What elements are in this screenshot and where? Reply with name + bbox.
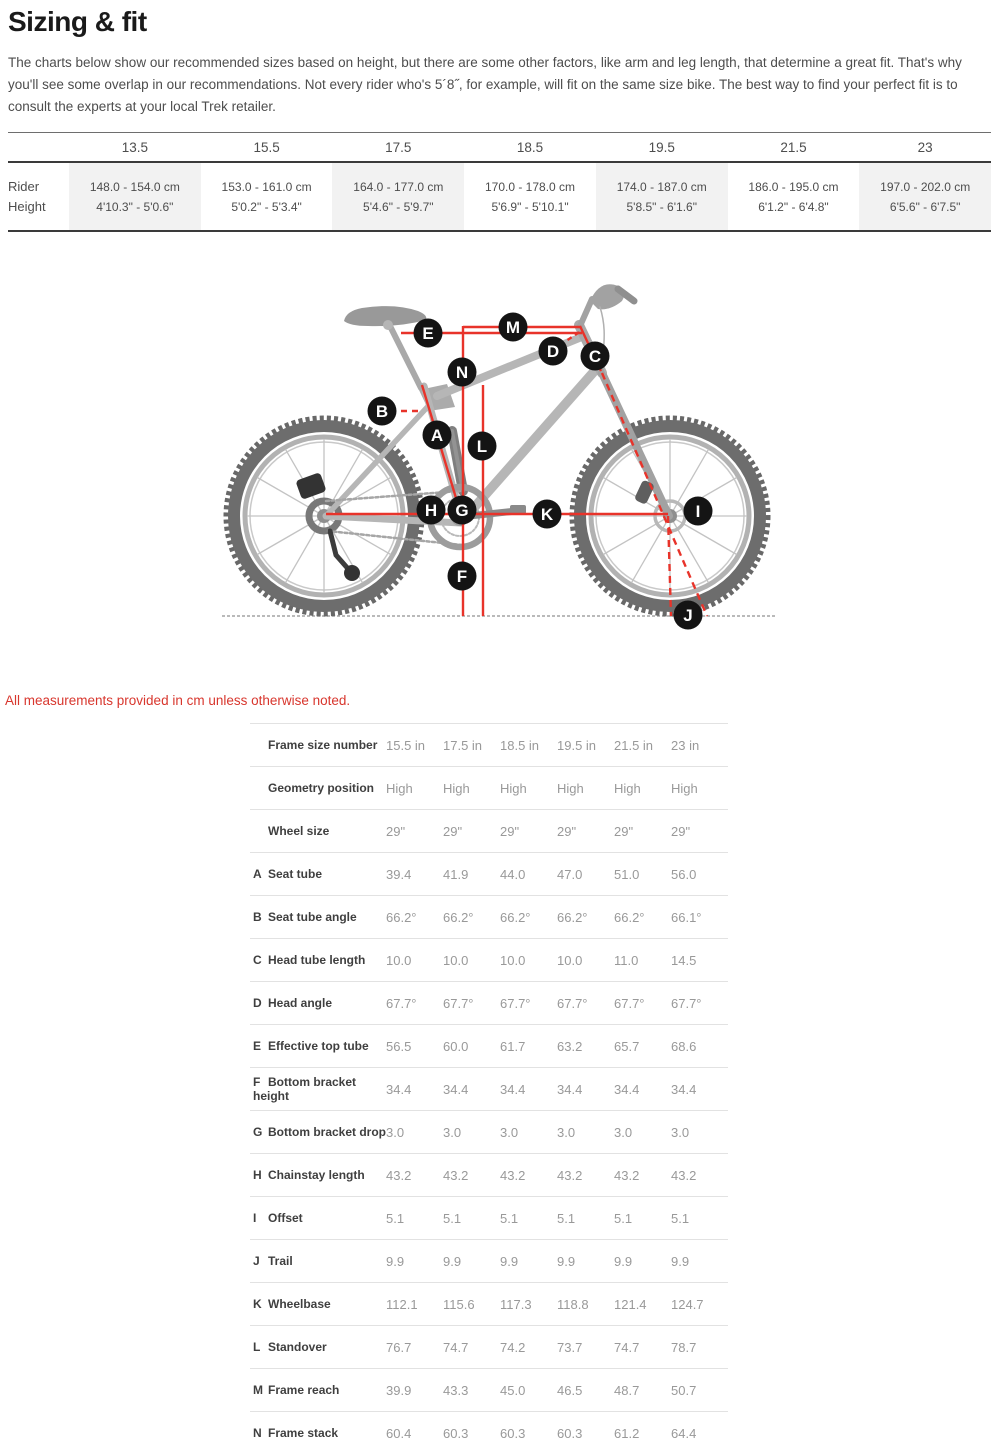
geometry-value: High (671, 780, 698, 796)
geometry-value: 65.7 (614, 1038, 640, 1054)
geometry-value: 67.7° (500, 995, 531, 1011)
geometry-value: 10.0 (500, 952, 526, 968)
saddle-clamp (383, 320, 393, 330)
geometry-value: 66.2° (443, 909, 474, 925)
geometry-row (250, 809, 728, 852)
geometry-row (250, 1282, 728, 1325)
label-L (468, 432, 497, 461)
geometry-value: 61.7 (500, 1038, 526, 1054)
geometry-value: 29" (614, 823, 634, 839)
geometry-value: 64.4 (671, 1425, 697, 1441)
geometry-value: 43.2 (500, 1167, 526, 1183)
svg-text:J: J (683, 606, 693, 625)
geometry-value: 34.4 (386, 1081, 412, 1097)
row-label: Geometry position (268, 781, 375, 795)
geometry-value: 3.0 (671, 1124, 690, 1140)
rider-height-label-line1: Rider (8, 179, 40, 194)
geometry-value: 43.2 (557, 1167, 583, 1183)
label-D (539, 337, 568, 366)
geometry-row (250, 1110, 728, 1153)
geometry-value: 9.9 (557, 1253, 576, 1269)
geometry-value: 9.9 (386, 1253, 405, 1269)
geometry-row (250, 766, 728, 809)
geometry-value: 67.7° (671, 995, 702, 1011)
geometry-value: 21.5 in (614, 737, 654, 753)
geometry-value: 9.9 (443, 1253, 462, 1269)
row-letter: K (253, 1297, 262, 1311)
label-A (423, 421, 452, 450)
row-letter: C (253, 953, 262, 967)
geometry-value: 56.5 (386, 1038, 412, 1054)
size-header: 17.5 (385, 139, 412, 155)
sizing-fit-page (0, 6, 999, 1454)
svg-text:K: K (540, 505, 554, 524)
height-cm: 174.0 - 187.0 cm (616, 180, 707, 194)
geometry-value: 5.1 (671, 1210, 690, 1226)
row-label: Trail (268, 1254, 293, 1268)
geometry-value: 43.2 (443, 1167, 469, 1183)
geometry-value: 60.3 (500, 1425, 526, 1441)
geometry-value: 43.2 (386, 1167, 412, 1183)
geometry-row (250, 1411, 728, 1454)
height-cm: 148.0 - 154.0 cm (89, 180, 180, 194)
row-letter: B (253, 910, 262, 924)
geometry-value: 66.2° (557, 909, 588, 925)
geometry-row (250, 1024, 728, 1067)
height-imperial: 5'6.9" - 5'10.1" (491, 200, 569, 214)
geometry-value: 121.4 (614, 1296, 647, 1312)
geometry-value: 66.2° (500, 909, 531, 925)
geometry-value: 34.4 (671, 1081, 697, 1097)
bike-geometry-diagram (8, 261, 991, 633)
geometry-value: 29" (443, 823, 463, 839)
geometry-value: 74.7 (614, 1339, 640, 1355)
svg-text:A: A (430, 426, 444, 445)
height-cm: 164.0 - 177.0 cm (353, 180, 444, 194)
geometry-value: 50.7 (671, 1382, 697, 1398)
bike-diagram-svg (8, 261, 991, 633)
rider-height-cell (69, 163, 201, 230)
svg-text:G: G (455, 501, 469, 520)
size-header: 13.5 (121, 139, 148, 155)
geometry-value: 15.5 in (386, 737, 426, 753)
label-K (533, 500, 562, 529)
geometry-value: 5.1 (386, 1210, 405, 1226)
geometry-value: 60.3 (557, 1425, 583, 1441)
row-letter: J (253, 1254, 260, 1268)
geometry-value: 3.0 (557, 1124, 576, 1140)
geometry-value: 47.0 (557, 866, 583, 882)
geometry-value: 117.3 (500, 1296, 532, 1312)
rider-height-table (8, 132, 991, 232)
rider-height-cell (728, 163, 860, 230)
row-label: Frame size number (268, 738, 378, 752)
rider-height-label (8, 163, 69, 230)
geometry-value: 10.0 (386, 952, 412, 968)
geometry-value: 34.4 (614, 1081, 640, 1097)
rider-height-cell (201, 163, 333, 230)
rider-height-cell (464, 163, 596, 230)
page-title: Sizing & fit (8, 6, 147, 37)
geometry-value: 11.0 (614, 952, 639, 968)
size-header: 15.5 (253, 139, 280, 155)
rear-derailleur (330, 531, 350, 571)
geometry-value: 43.2 (671, 1167, 697, 1183)
geometry-row (250, 1067, 728, 1110)
svg-text:M: M (505, 318, 521, 337)
geometry-value: 39.4 (386, 866, 412, 882)
svg-text:I: I (695, 502, 701, 521)
geometry-value: 60.0 (443, 1038, 469, 1054)
row-label: Seat tube (268, 867, 323, 881)
geometry-value: 5.1 (500, 1210, 519, 1226)
geometry-value: 43.3 (443, 1382, 469, 1398)
size-header: 18.5 (516, 139, 544, 155)
geometry-value: 67.7° (443, 995, 474, 1011)
geometry-value: High (557, 780, 584, 796)
row-label: Offset (268, 1211, 303, 1225)
geometry-value: 43.2 (614, 1167, 640, 1183)
geometry-value: 124.7 (671, 1296, 704, 1312)
geometry-value: 34.4 (557, 1081, 583, 1097)
size-header: 21.5 (780, 139, 807, 155)
row-label: Standover (268, 1340, 327, 1354)
geometry-value: 48.7 (614, 1382, 640, 1398)
height-cm: 186.0 - 195.0 cm (748, 180, 839, 194)
geometry-value: 9.9 (500, 1253, 519, 1269)
row-letter: N (253, 1426, 262, 1440)
label-I (684, 497, 713, 526)
row-label: Head angle (268, 996, 333, 1010)
label-C (581, 342, 610, 371)
row-letter: A (253, 867, 262, 881)
intro-text: The charts below show our recommended sizes based on height, but there are some other factors, like arm and leg length, that determine a great fit. That's why you'll see some overlap in our recommendations. Not every rider who's 5´8˝, for example, will fit on the same size bike. The best way to find your perfect fit is to consult the experts at your local Trek retailer. (8, 55, 962, 114)
geometry-value: 61.2 (614, 1425, 640, 1441)
geometry-value: 63.2 (557, 1038, 583, 1054)
geometry-value: 46.5 (557, 1382, 583, 1398)
row-letter: D (253, 996, 262, 1010)
row-letter: L (253, 1340, 261, 1354)
geometry-value: 10.0 (443, 952, 469, 968)
geometry-value: 44.0 (500, 866, 526, 882)
row-label: Chainstay length (268, 1168, 365, 1182)
row-label: Effective top tube (268, 1039, 369, 1053)
label-F (448, 562, 477, 591)
geometry-value: 5.1 (557, 1210, 576, 1226)
size-header-row (8, 132, 991, 163)
geometry-value: 39.9 (386, 1382, 412, 1398)
height-imperial: 5'4.6" - 5'9.7" (363, 200, 434, 214)
label-N (448, 358, 477, 387)
geometry-value: 67.7° (386, 995, 417, 1011)
height-cm: 170.0 - 178.0 cm (484, 180, 576, 194)
geometry-value: 3.0 (386, 1124, 405, 1140)
svg-text:D: D (546, 342, 560, 361)
pedal (510, 505, 526, 514)
geometry-row (250, 1196, 728, 1239)
geometry-row (250, 981, 728, 1024)
geometry-value: 14.5 (671, 952, 697, 968)
geometry-row (250, 938, 728, 981)
row-label: Bottom bracket height (253, 1075, 357, 1103)
row-letter: H (253, 1168, 262, 1182)
geometry-value: 115.6 (443, 1296, 475, 1312)
svg-text:H: H (424, 501, 438, 520)
geometry-value: 66.1° (671, 909, 702, 925)
geometry-value: 67.7° (614, 995, 645, 1011)
svg-text:B: B (375, 402, 389, 421)
rear-caliper (295, 472, 326, 500)
row-label: Seat tube angle (268, 910, 357, 924)
diagram-labels (368, 313, 713, 630)
row-label: Wheel size (268, 824, 330, 838)
row-letter: G (253, 1125, 263, 1139)
geometry-value: High (386, 780, 413, 796)
geometry-value: 29" (557, 823, 577, 839)
line-steering-axis (602, 373, 707, 616)
geometry-value: 18.5 in (500, 737, 540, 753)
height-imperial: 5'0.2" - 5'3.4" (231, 200, 302, 214)
label-B (368, 397, 397, 426)
row-label: Head tube length (268, 953, 366, 967)
geometry-value: High (443, 780, 470, 796)
label-J (674, 601, 703, 630)
svg-text:L: L (476, 437, 488, 456)
geometry-table (250, 723, 728, 1454)
geometry-value: High (614, 780, 641, 796)
geometry-value: 3.0 (500, 1124, 519, 1140)
row-letter: M (253, 1383, 263, 1397)
geometry-value: 19.5 in (557, 737, 597, 753)
geometry-value: 34.4 (500, 1081, 526, 1097)
geometry-value: 56.0 (671, 866, 697, 882)
derailleur-cage (344, 565, 360, 581)
row-label: Wheelbase (268, 1297, 331, 1311)
geometry-row (250, 895, 728, 938)
stem (580, 299, 592, 326)
label-G (448, 496, 477, 525)
geometry-value: 45.0 (500, 1382, 526, 1398)
size-header: 23 (917, 139, 933, 155)
geometry-row (250, 723, 728, 766)
geometry-value: 74.7 (443, 1339, 469, 1355)
row-label: Bottom bracket drop (268, 1125, 387, 1139)
geometry-value: 10.0 (557, 952, 583, 968)
geometry-row (250, 1239, 728, 1282)
geometry-value: 60.3 (443, 1425, 469, 1441)
geometry-value: 3.0 (614, 1124, 633, 1140)
geometry-value: 9.9 (671, 1253, 690, 1269)
geometry-value: 74.2 (500, 1339, 526, 1355)
label-M (499, 313, 528, 342)
geometry-value: 23 in (671, 737, 700, 753)
geometry-value: 76.7 (386, 1339, 412, 1355)
geometry-value: 60.4 (386, 1425, 412, 1441)
geometry-value: 66.2° (386, 909, 417, 925)
geometry-value: 34.4 (443, 1081, 469, 1097)
geometry-value: 112.1 (386, 1296, 418, 1312)
geometry-value: 41.9 (443, 866, 469, 882)
rider-height-label-line2: Height (8, 199, 46, 214)
height-imperial: 5'8.5" - 6'1.6" (626, 200, 697, 214)
height-imperial: 6'5.6" - 6'7.5" (889, 200, 961, 214)
geometry-value: 17.5 in (443, 737, 483, 753)
rider-height-cell (332, 163, 464, 230)
geometry-value: 51.0 (614, 866, 640, 882)
svg-text:F: F (456, 567, 468, 586)
label-H (417, 496, 446, 525)
size-header: 19.5 (648, 139, 675, 155)
measurement-note: All measurements provided in cm unless otherwise noted. (5, 693, 351, 708)
geometry-row (250, 852, 728, 895)
height-cm: 197.0 - 202.0 cm (880, 180, 971, 194)
geometry-value: 78.7 (671, 1339, 697, 1355)
geometry-value: 66.2° (614, 909, 645, 925)
rider-height-cell (859, 163, 991, 230)
row-label: Frame reach (268, 1383, 340, 1397)
geometry-value: 5.1 (614, 1210, 633, 1226)
label-E (414, 319, 443, 348)
row-letter: E (253, 1039, 262, 1053)
height-imperial: 6'1.2" - 6'4.8" (758, 200, 829, 214)
geometry-row (250, 1325, 728, 1368)
row-label: Frame stack (268, 1426, 339, 1440)
geometry-value: 29" (671, 823, 691, 839)
geometry-value: 5.1 (443, 1210, 462, 1226)
geometry-value: 3.0 (443, 1124, 462, 1140)
row-letter: F (253, 1075, 261, 1089)
rider-height-row (8, 163, 991, 232)
row-letter: I (253, 1211, 257, 1225)
svg-text:N: N (455, 363, 469, 382)
geometry-value: 9.9 (614, 1253, 633, 1269)
geometry-value: 29" (386, 823, 406, 839)
svg-text:E: E (422, 324, 434, 343)
height-cm: 153.0 - 161.0 cm (221, 180, 312, 194)
geometry-value: 68.6 (671, 1038, 697, 1054)
rider-height-cell (596, 163, 728, 230)
svg-text:C: C (588, 347, 602, 366)
geometry-value: 67.7° (557, 995, 588, 1011)
geometry-value: 118.8 (557, 1296, 589, 1312)
geometry-value: 73.7 (557, 1339, 583, 1355)
geometry-value: High (500, 780, 527, 796)
geometry-value: 29" (500, 823, 520, 839)
height-imperial: 4'10.3" - 5'0.6" (96, 200, 174, 214)
geometry-row (250, 1153, 728, 1196)
geometry-row (250, 1368, 728, 1411)
